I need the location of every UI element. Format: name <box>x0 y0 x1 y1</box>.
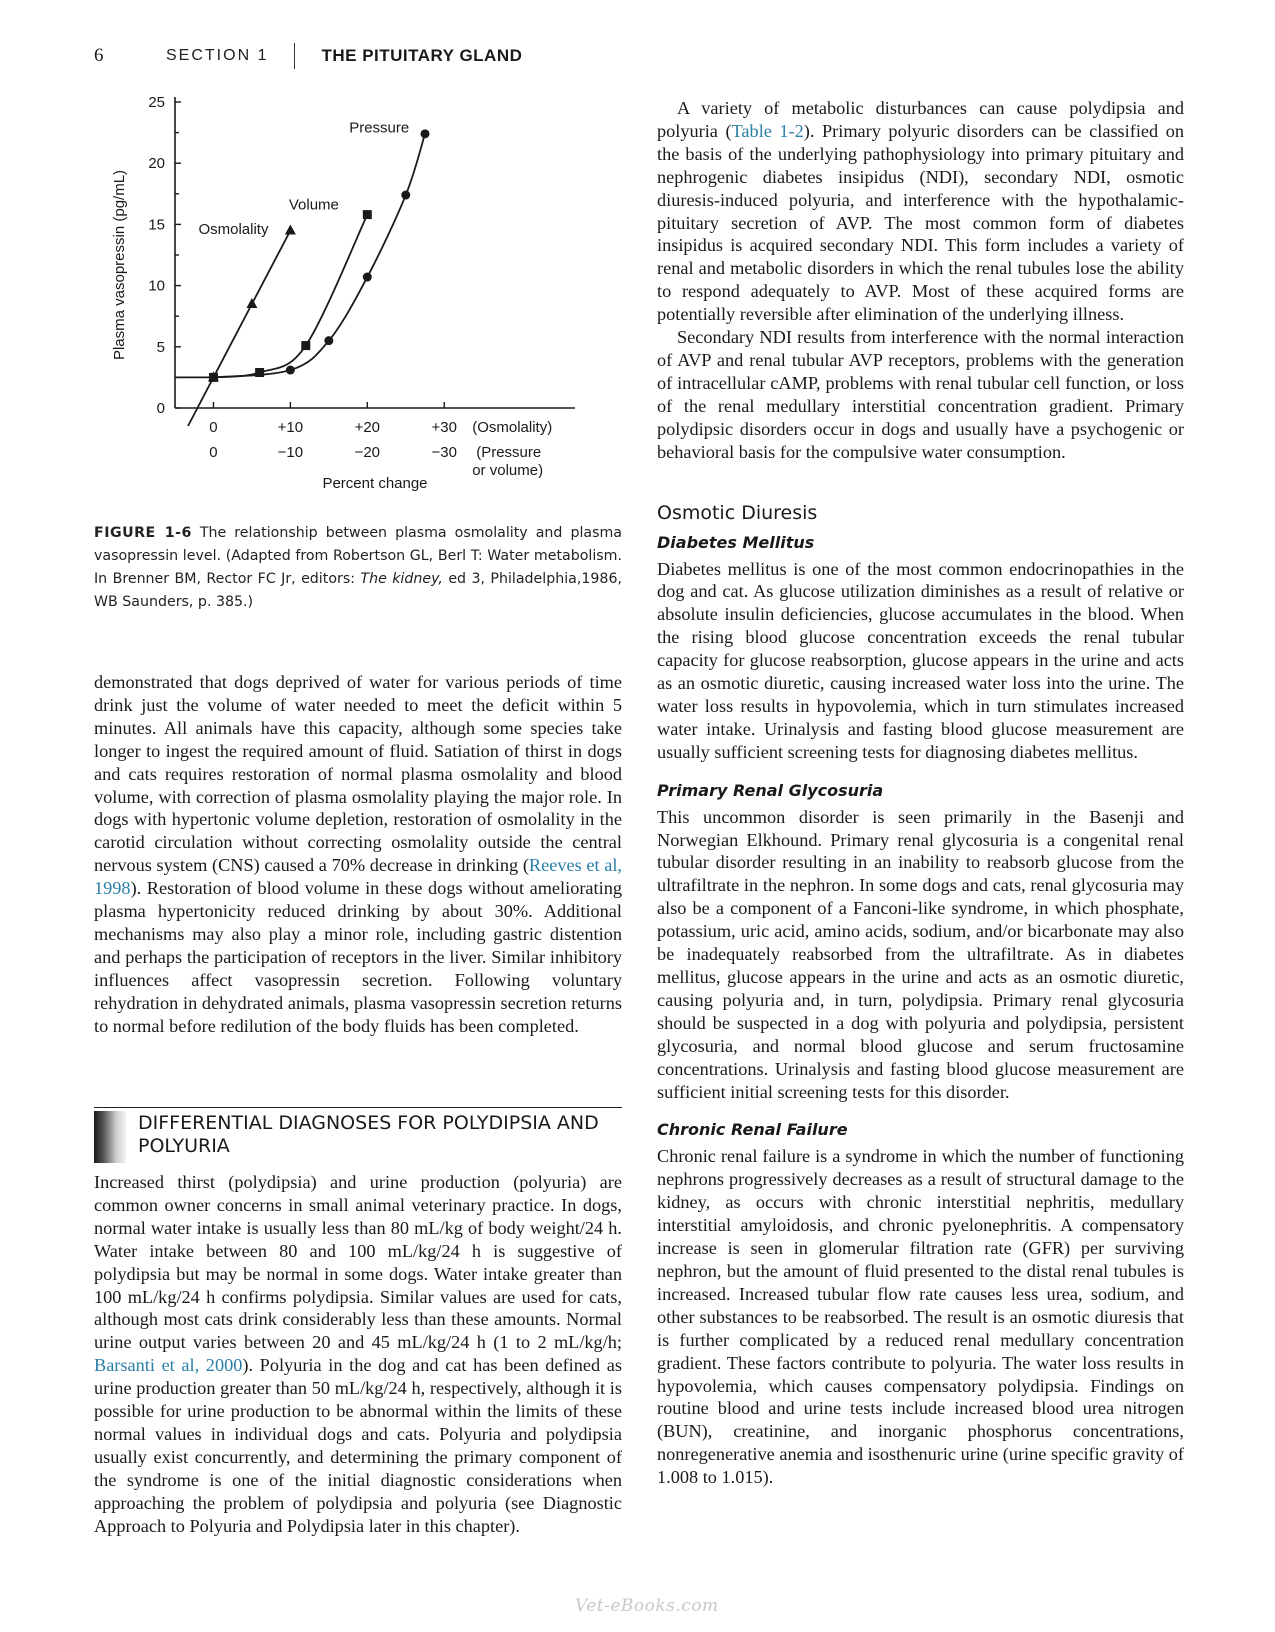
x-tick-label-top: 0 <box>209 419 218 436</box>
y-tick-label: 10 <box>148 277 165 295</box>
ref-link-barsanti[interactable]: Barsanti et al, 2000 <box>94 1355 243 1376</box>
x-legend-pressure: (Pressure <box>476 444 542 461</box>
caption-text-a: The relationship between plasma osmolality and plasma vasopressin level. (Adapted from Robertson GL, Berl T: Water metabolism. In Brenner BM, Rector FC Jr, editors: <box>94 525 622 587</box>
table-link[interactable]: Table 1-2 <box>731 120 804 141</box>
heading-osmotic-diuresis: Osmotic Diuresis <box>657 501 818 524</box>
paragraph-diabetes-mellitus: Diabetes mellitus is one of the most common endocrinopathies in the dog and cat. As glucose utilization diminishes as a result of relative or absolute insulin deficiencies, glucose accumulates in the blood. When the rising blood glucose concentration exceeds the renal tubular capacity for glucose reabsorption, glucose appears in the urine and acts as an osmotic diuretic, causing increased water loss into the urine. The water loss results in hypovolemia, which in turn stimulates increased water intake. Urinalysis and fasting blood glucose measurement are usually sufficient screening tests for diagnosing diabetes mellitus. <box>657 558 1184 762</box>
vasopressin-chart <box>100 92 620 512</box>
point-volume <box>363 210 372 219</box>
paragraph-thirst: demonstrated that dogs deprived of water for various periods of time drink just the volume of water needed to meet the deficit within 5 minutes. All animals have this capacity, although some species take longer to ingest the required amount of fluid. Satiation of thirst in dogs and cats requires restoration of normal plasma osmolality and blood volume, with correction of plasma osmolality playing the major role. In dogs with hypertonic volume depletion, restoration of osmolality in the carotid circulation without correcting osmolality outside the central nervous system (CNS) caused a 70% decrease in drinking (Reeves et al, 1998). Restoration of blood volume in these dogs without ameliorating plasma hypertonicity reduced drinking by about 30%. Additional mechanisms may also play a minor role, including gastric distention and perhaps the participation of receptors in the liver. Similar inhibitory influences affect vasopressin secretion. Following voluntary rehydration in dehydrated animals, plasma vasopressin secretion returns to normal before redilution of the body fluids has been completed. <box>94 672 622 1036</box>
y-tick-label: 25 <box>148 94 165 111</box>
page-number: 6 <box>94 45 104 66</box>
point-osmolality <box>285 225 296 235</box>
x-tick-label-bottom: −20 <box>354 444 381 461</box>
caption-text-b: ed 3, Philadelphia,1986, WB Saunders, p. 385.) <box>94 571 622 610</box>
paragraph-secondary-ndi: Secondary NDI results from interference with the normal interaction of AVP and renal tubular AVP receptors, problems with the generation of intracellular cAMP, problems with renal tubular cell function, or loss of the renal medullary interstitial concentration gradient. Primary polydipsic disorders occur in dogs and usually have a psychogenic or behavioral basis for the compulsive water consumption. <box>657 327 1184 462</box>
point-pressure <box>363 273 372 282</box>
figure-chart <box>100 92 620 512</box>
series-label-osmolality: Osmolality <box>198 221 269 239</box>
paragraph-primary-renal-glycosuria: This uncommon disorder is seen primarily in the Basenji and Norwegian Elkhound. Primary renal glycosuria is a congenital renal tubular disorder resulting in an inability to reabsorb glucose from the ultrafiltrate in the nephron. In some dogs and cats, renal glycosuria may also be a component of a Fanconi-like syndrome, in which phosphate, potassium, uric acid, amino acids, sodium, and/or bicarbonate may also be inadequately reabsorbed from the ultrafiltrate. As in diabetes mellitus, glucose appears in the urine and acts as an osmotic diuretic, causing polyuria and, in turn, polydipsia. Primary renal glycosuria should be suspected in a dog with polyuria and polydipsia, persistent glycosuria, and normal blood glucose and serum fructosamine concentrations. Urinalysis and fasting blood glucose measurement are sufficient initial screening tests for this disorder. <box>657 806 1184 1102</box>
x-tick-label-top: +30 <box>431 419 457 436</box>
right-column <box>657 97 1184 1489</box>
figure-label: FIGURE 1-6 <box>94 525 192 541</box>
section-heading-icon <box>94 1111 126 1163</box>
heading-chronic-renal-failure: Chronic Renal Failure <box>657 1120 848 1140</box>
paragraph-differential: Increased thirst (polydipsia) and urine production (polyuria) are common owner concerns in small animal veterinary practice. In dogs, normal water intake is usually less than 80 mL/kg of body weight/24 h. Water intake between 80 and 100 mL/kg/24 h is suggestive of polydipsia but may be normal in some dogs. Water intake greater than 100 mL/kg/24 h confirms polydipsia. Similar values are used for cats, although most cats drink considerably less than these amounts. Normal urine output varies between 20 and 45 mL/kg/24 h (1 to 2 mL/kg/h; Barsanti et al, 2000). Polyuria in the dog and cat has been defined as urine production greater than 50 mL/kg/24 h, respectively, although it is possible for urine production to be abnormal within the limits of these normal values in individual dogs and cats. Polyuria and polydipsia usually exist concurrently, and determining the primary component of the syndrome is one of the initial diagnostic considerations when approaching the problem of polydipsia and polyuria (see Diagnostic Approach to Polyuria and Polydipsia later in this chapter). <box>94 1172 622 1536</box>
x-tick-label-bottom: −10 <box>277 444 304 461</box>
y-tick-label: 15 <box>148 216 165 234</box>
point-pressure <box>324 336 333 345</box>
series-label-pressure: Pressure <box>349 119 410 137</box>
x-legend-volume: or volume) <box>472 462 544 479</box>
header-divider <box>294 43 295 69</box>
point-pressure <box>421 129 430 138</box>
point-volume <box>301 341 310 350</box>
x-tick-label-top: +10 <box>277 419 304 436</box>
series-line-volume <box>213 215 367 378</box>
running-header <box>94 44 522 68</box>
section-label: SECTION 1 <box>166 47 269 64</box>
point-pressure <box>209 373 218 382</box>
chapter-title: THE PITUITARY GLAND <box>321 46 523 65</box>
x-tick-label-bottom: −30 <box>431 444 457 461</box>
left-column-top <box>94 671 622 1038</box>
y-tick-label: 5 <box>156 338 165 356</box>
section-heading-block <box>94 1107 622 1162</box>
point-osmolality <box>246 298 257 308</box>
point-pressure <box>286 366 295 375</box>
left-column-bottom <box>94 1171 622 1538</box>
figure-caption <box>94 522 622 614</box>
x-tick-label-bottom: 0 <box>209 444 218 461</box>
paragraph-chronic-renal-failure: Chronic renal failure is a syndrome in which the number of functioning nephrons progressively decreases as a result of structural damage to the kidney, as occurs with chronic interstitial nephritis, medullary interstitial amyloidosis, and chronic pyelonephritis. A compensatory increase is seen in glomerular filtration rate (GFR) per surviving nephron, but the amount of fluid presented to the distal renal tubules is increased. Increased tubular flow rate causes less urea, sodium, and other substances to be reabsorbed. The result is an osmotic diuresis that is further complicated by a reduced renal medullary concentration gradient. These factors contribute to polyuria. The water loss results in hypovolemia, which causes compensatory polydipsia. Findings on routine blood and urine tests include increased blood urea nitrogen (BUN), creatinine, and inorganic phosphorus concentrations, nonregenerative anemia and isosthenuric urine (urine specific gravity of 1.008 to 1.015). <box>657 1146 1184 1488</box>
x-legend-osmolality: (Osmolality) <box>472 419 553 436</box>
series-label-volume: Volume <box>288 196 339 214</box>
point-pressure <box>401 191 410 200</box>
series-line-pressure <box>213 134 425 378</box>
watermark: Vet-eBooks.com <box>575 1596 719 1616</box>
paragraph-metabolic: A variety of metabolic disturbances can cause polydipsia and polyuria (Table 1-2). Primary polyuric disorders can be classified on the basis of the underlying pathophysiology into primary pituitary and nephrogenic diabetes insipidus (NDI), secondary NDI, osmotic diuresis-induced polyuria, and interference with the hypothalamic-pituitary secretion of AVP. The most common form of diabetes insipidus is acquired secondary NDI. This form includes a variety of renal and metabolic disorders in which the renal tubules lose the ability to respond adequately to AVP. Most of these acquired forms are potentially reversible after elimination of the underlying illness. <box>657 98 1184 325</box>
y-axis-label: Plasma vasopressin (pg/mL) <box>111 169 128 361</box>
ref-link-reeves[interactable]: Reeves et al, 1998 <box>94 855 622 899</box>
x-tick-label-top: +20 <box>354 419 381 436</box>
series-line-osmolality <box>188 231 290 426</box>
y-tick-label: 20 <box>148 155 165 173</box>
heading-diabetes-mellitus: Diabetes Mellitus <box>657 532 815 552</box>
y-tick-label: 0 <box>156 400 165 417</box>
caption-book-title: The kidney, <box>360 571 443 587</box>
x-axis-label: Percent change <box>322 475 428 492</box>
heading-primary-renal-glycosuria: Primary Renal Glycosuria <box>657 780 884 800</box>
section-heading: DIFFERENTIAL DIAGNOSES FOR POLYDIPSIA AND POLYURIA <box>138 1112 599 1157</box>
